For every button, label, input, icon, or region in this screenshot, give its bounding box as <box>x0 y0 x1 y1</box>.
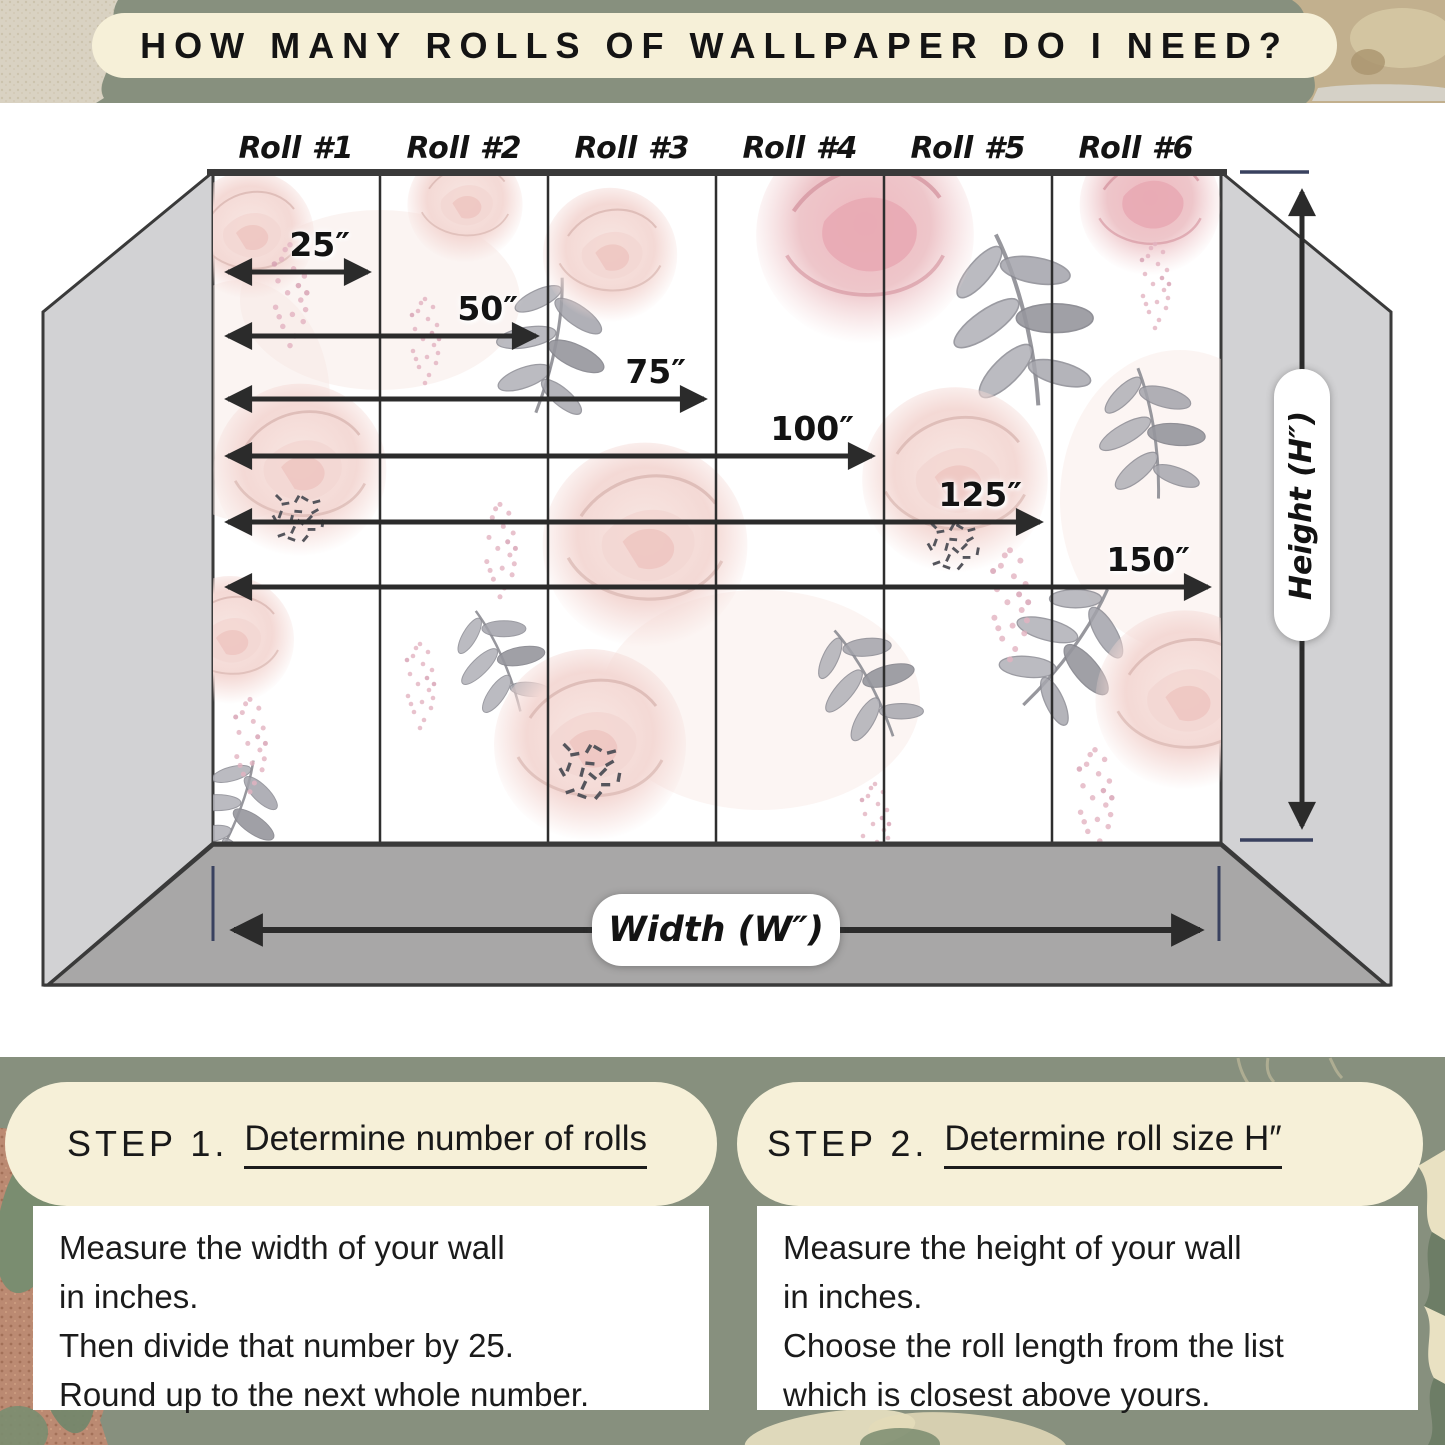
title-banner <box>92 13 1337 78</box>
width-label: Width (W″) <box>608 910 824 950</box>
step2-line-1: Measure the height of your wall <box>783 1229 1242 1266</box>
measurement-150: 150″ <box>1106 540 1190 579</box>
step2-line-3: Choose the roll length from the list <box>783 1327 1284 1364</box>
measurement-25: 25″ <box>289 225 350 264</box>
step2-body <box>757 1206 1418 1413</box>
step1-title: Determine number of rolls <box>244 1119 647 1169</box>
step1-line-2: in inches. <box>59 1278 199 1315</box>
roll-label-2: Roll #2 <box>406 131 522 166</box>
step2-header-pill <box>737 1082 1423 1206</box>
height-label: Height (H″) <box>1284 410 1320 600</box>
step2-line-2: in inches. <box>783 1278 923 1315</box>
step1-body <box>33 1206 709 1413</box>
step1-line-4: Round up to the next whole number. <box>59 1376 590 1413</box>
texture-bottom-right <box>1418 1150 1445 1445</box>
step1-prefix: STEP 1. <box>67 1123 229 1164</box>
step1-line-1: Measure the width of your wall <box>59 1229 505 1266</box>
roll-label-3: Roll #3 <box>574 131 690 166</box>
width-dimension-pill <box>592 894 840 966</box>
step2-prefix: STEP 2. <box>767 1123 929 1164</box>
step1-line-3: Then divide that number by 25. <box>59 1327 514 1364</box>
height-dimension-pill <box>1274 369 1330 641</box>
step1-header-pill <box>5 1082 717 1206</box>
wall-top-edge <box>207 169 1227 176</box>
page-title: HOW MANY ROLLS OF WALLPAPER DO I NEED? <box>140 24 1289 66</box>
measurement-75: 75″ <box>625 352 686 391</box>
roll-label-4: Roll #4 <box>742 131 858 166</box>
roll-label-5: Roll #5 <box>910 131 1026 166</box>
roll-label-6: Roll #6 <box>1078 131 1194 166</box>
measurement-125: 125″ <box>938 475 1022 514</box>
step2-title: Determine roll size H″ <box>944 1119 1281 1169</box>
step2-line-4: which is closest above yours. <box>783 1376 1211 1413</box>
measurement-50: 50″ <box>457 289 518 328</box>
measurement-100: 100″ <box>770 409 854 448</box>
roll-label-1: Roll #1 <box>238 131 354 166</box>
